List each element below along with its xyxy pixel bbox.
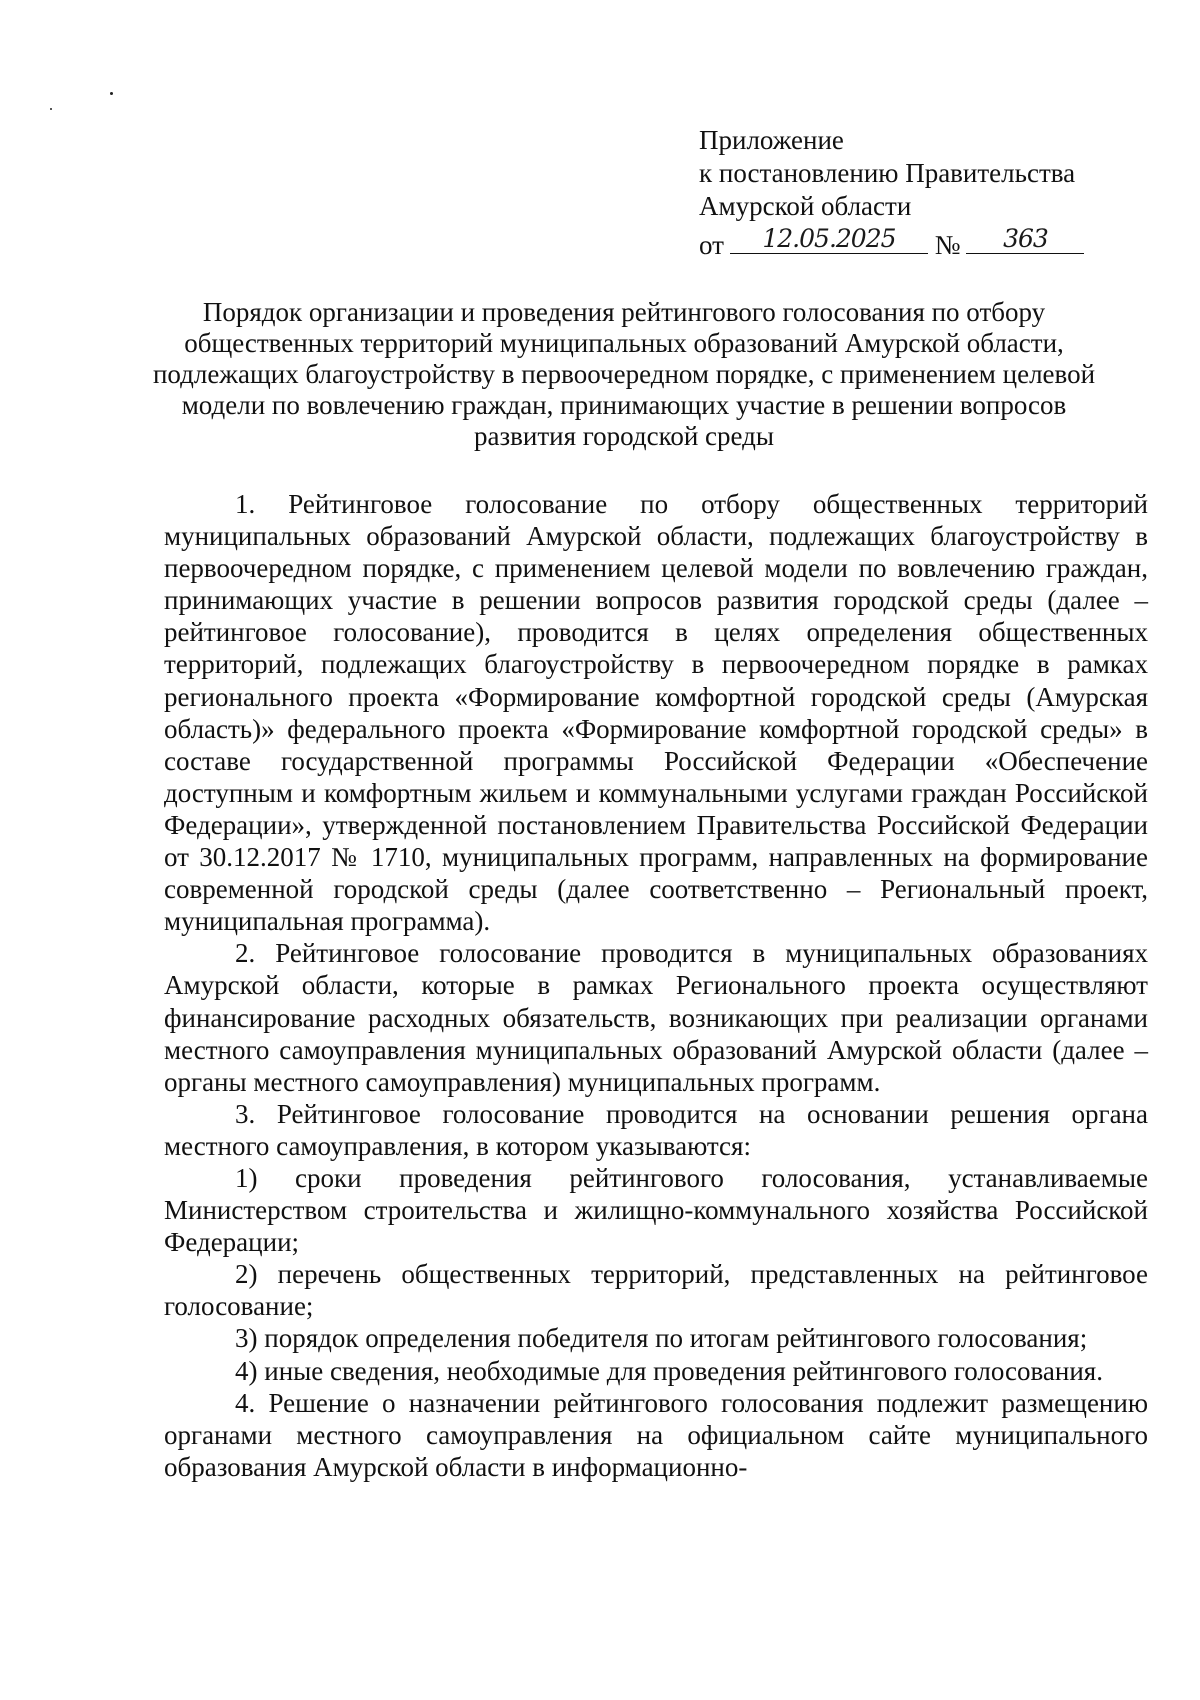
appendix-resolution-ref: к постановлению Правительства <box>699 158 1076 188</box>
document-body <box>164 488 1148 1483</box>
appendix-date-number-row <box>699 223 1179 262</box>
list-item-3: 3) порядок определения победителя по итогам рейтингового голосования; <box>235 1323 1088 1354</box>
handwritten-number: 363 <box>1003 224 1048 253</box>
list-item-1: 1) сроки проведения рейтингового голосования, устанавливаемые Министерством строительства и жилищно-коммунального хозяйства Российской Федерации; <box>164 1162 1148 1258</box>
paragraph-4: 4. Решение о назначении рейтингового голосования подлежит размещению органами местного самоуправления на официальном сайте муниципального образования Амурской области в информационно- <box>164 1387 1148 1482</box>
paragraph-3: 3. Рейтинговое голосование проводится на основании решения органа местного самоуправления, в котором указываются: <box>164 1098 1148 1161</box>
date-field <box>730 223 928 254</box>
appendix-label: Приложение <box>699 125 844 155</box>
list-item-2: 2) перечень общественных территорий, представленных на рейтинговое голосование; <box>164 1259 1148 1322</box>
handwritten-date: 12.05.2025 <box>762 224 896 253</box>
appendix-region: Амурской области <box>699 191 912 221</box>
appendix-header <box>699 124 1179 262</box>
paragraph-1: 1. Рейтинговое голосование по отбору общественных территорий муниципальных образований Амурской области, подлежащих благоустройству в первоочередном порядке, с применением целевой модели по вовлечению граждан, принимающих участие в решении вопросов развития городской среды (далее – рейтинговое голосование), проводится в целях определения общественных территорий, подлежащих благоустройству в первоочередном порядке в рамках регионального проекта «Формирование комфортной городской среды (Амурская область)» федерального проекта «Формирование комфортной городской среды» в составе государственной программы Российской Федерации «Обеспечение доступным и комфортным жильем и коммунальными услугами граждан Российской Федерации», утвержденной постановлением Правительства Российской Федерации от 30.12.2017 № 1710, муниципальных программ, направленных на формирование современной городской среды (далее соответственно – Региональный проект, муниципальная программа). <box>164 489 1148 937</box>
number-field <box>966 223 1084 254</box>
paragraph-2: 2. Рейтинговое голосование проводится в муниципальных образованиях Амурской области, которые в рамках Регионального проекта осуществляют финансирование расходных обязательств, возникающих при реализации органами местного самоуправления муниципальных образований Амурской области (далее – органы местного самоуправления) муниципальных программ. <box>164 938 1148 1097</box>
scan-speck <box>50 108 52 110</box>
number-prefix: № <box>934 230 961 260</box>
list-item-4: 4) иные сведения, необходимые для проведения рейтингового голосования. <box>235 1355 1103 1386</box>
document-title: Порядок организации и проведения рейтингового голосования по отбору общественных территорий муниципальных образований Амурской области, подлежащих благоустройству в первоочередном порядке, с применением целевой модели по вовлечению граждан, принимающих участие в решении вопросов развития городской среды <box>152 297 1096 451</box>
date-prefix: от <box>699 230 724 260</box>
scan-speck <box>110 92 113 95</box>
